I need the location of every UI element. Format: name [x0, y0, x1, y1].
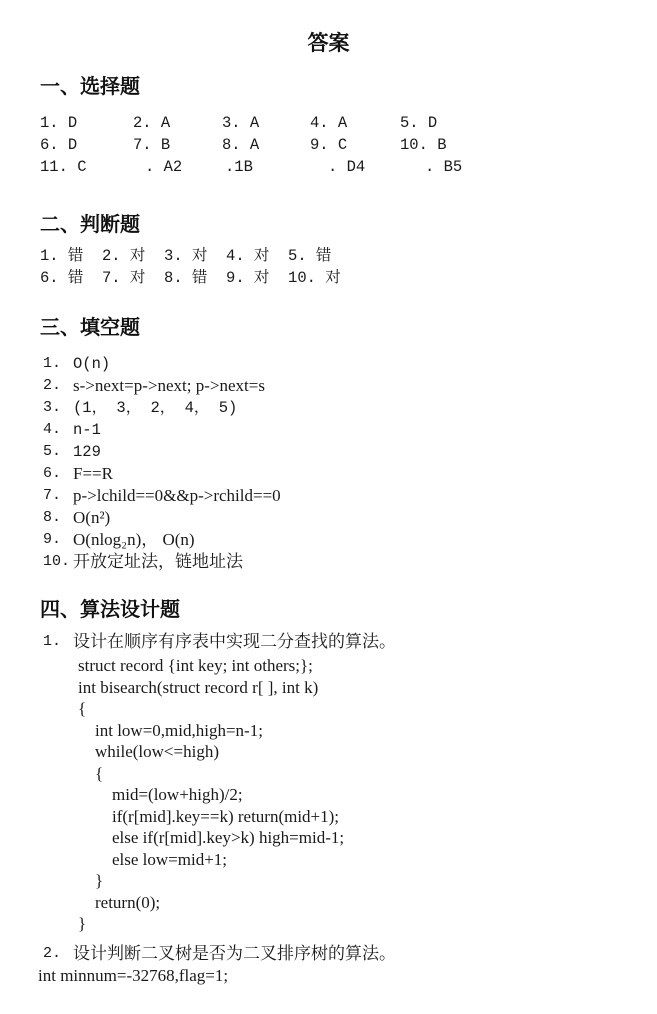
code-line: mid=(low+high)/2; [78, 785, 243, 804]
fill-item-5 [40, 441, 657, 463]
tf-row-1: 1. 错 2. 对 3. 对 4. 对 5. 错 [40, 247, 332, 265]
question-text: 设计判断二叉树是否为二叉排序树的算法。 [73, 943, 396, 963]
code-line: { [78, 763, 104, 783]
item-number: 1. [43, 355, 62, 372]
choice-answer: 9. C [310, 136, 348, 154]
question-number: 1. [43, 633, 62, 650]
choice-answer: 2. A [133, 114, 171, 132]
section1-heading: 一、选择题 [40, 76, 140, 98]
item-number: 7. [43, 487, 62, 504]
item-number: 9. [43, 531, 62, 548]
section4-heading: 四、算法设计题 [40, 599, 180, 621]
item-number: 4. [43, 421, 62, 438]
item-number: 6. [43, 465, 62, 482]
code-line: int low=0,mid,high=n-1; [78, 720, 263, 740]
true-false-answers [40, 245, 657, 289]
item-answer: 开放定址法，链地址法 [73, 552, 243, 571]
item-answer: 129 [73, 443, 101, 461]
item-number: 5. [43, 443, 62, 460]
design-question-1 [40, 631, 657, 653]
code-line: } [78, 914, 87, 933]
item-number: 2. [43, 377, 62, 394]
page-title: 答案 [307, 31, 350, 55]
code-line: else if(r[mid].key>k) high=mid-1; [78, 828, 345, 847]
design-question-2 [40, 943, 657, 965]
fill-item-3 [40, 397, 657, 419]
code-line: while(low<=high) [78, 742, 219, 761]
code-line: int bisearch(struct record r[ ], int k) [78, 677, 319, 697]
fill-item-7 [40, 485, 657, 507]
item-answer: (1， 3， 2， 4， 5) [73, 399, 238, 417]
item-number: 10. [43, 553, 71, 570]
choice-answer: . B5 [425, 158, 463, 176]
choice-answer: 8. A [222, 136, 260, 154]
item-answer: p->lchild==0&&p->rchild==0 [73, 486, 281, 505]
section2-heading: 二、判断题 [40, 214, 140, 236]
item-answer: s->next=p->next; p->next=s [73, 376, 265, 395]
choice-answer: .1B [225, 158, 253, 176]
tf-row-2: 6. 错 7. 对 8. 错 9. 对 10. 对 [40, 269, 341, 287]
item-number: 8. [43, 509, 62, 526]
fill-item-2 [40, 375, 657, 397]
fill-item-1 [40, 353, 657, 375]
choice-answer-grid [40, 112, 657, 178]
code-line: } [78, 871, 104, 890]
choice-answer: 5. D [400, 114, 438, 132]
choice-answer: 3. A [222, 114, 260, 132]
q1-code-block [78, 655, 657, 935]
fill-item-4 [40, 419, 657, 441]
choice-answer: . A2 [145, 158, 183, 176]
choice-answer: 1. D [40, 114, 78, 132]
question-text: 设计在顺序有序表中实现二分查找的算法。 [73, 632, 396, 651]
item-answer: n-1 [73, 421, 101, 439]
choice-answer: 10. B [400, 136, 447, 154]
choice-row-2 [40, 134, 657, 156]
fill-item-6 [40, 463, 657, 485]
choice-answer: 7. B [133, 136, 171, 154]
fill-blank-list [40, 353, 657, 573]
choice-answer: . D4 [328, 158, 366, 176]
choice-row-3 [40, 156, 657, 178]
code-line: struct record {int key; int others;}; [78, 656, 313, 675]
question-number: 2. [43, 944, 62, 962]
code-line: else low=mid+1; [78, 849, 228, 869]
section3-heading: 三、填空题 [40, 317, 140, 339]
item-answer: O(n²) [73, 508, 111, 527]
item-number: 3. [43, 399, 62, 416]
item-answer: O(nlog₂n)， O(n) [73, 530, 195, 549]
fill-item-10 [40, 551, 657, 573]
answer-key-document [0, 30, 657, 986]
code-line: return(0); [78, 892, 161, 912]
code-line: if(r[mid].key==k) return(mid+1); [78, 806, 340, 826]
choice-answer: 11. C [40, 158, 87, 176]
q2-code-line: int minnum=-32768,flag=1; [38, 965, 229, 985]
choice-answer: 6. D [40, 136, 78, 154]
choice-row-1 [40, 112, 657, 134]
item-answer: O(n) [73, 355, 111, 373]
code-line: { [78, 699, 87, 718]
fill-item-9 [40, 529, 657, 551]
fill-item-8 [40, 507, 657, 529]
choice-answer: 4. A [310, 114, 348, 132]
item-answer: F==R [73, 464, 113, 483]
